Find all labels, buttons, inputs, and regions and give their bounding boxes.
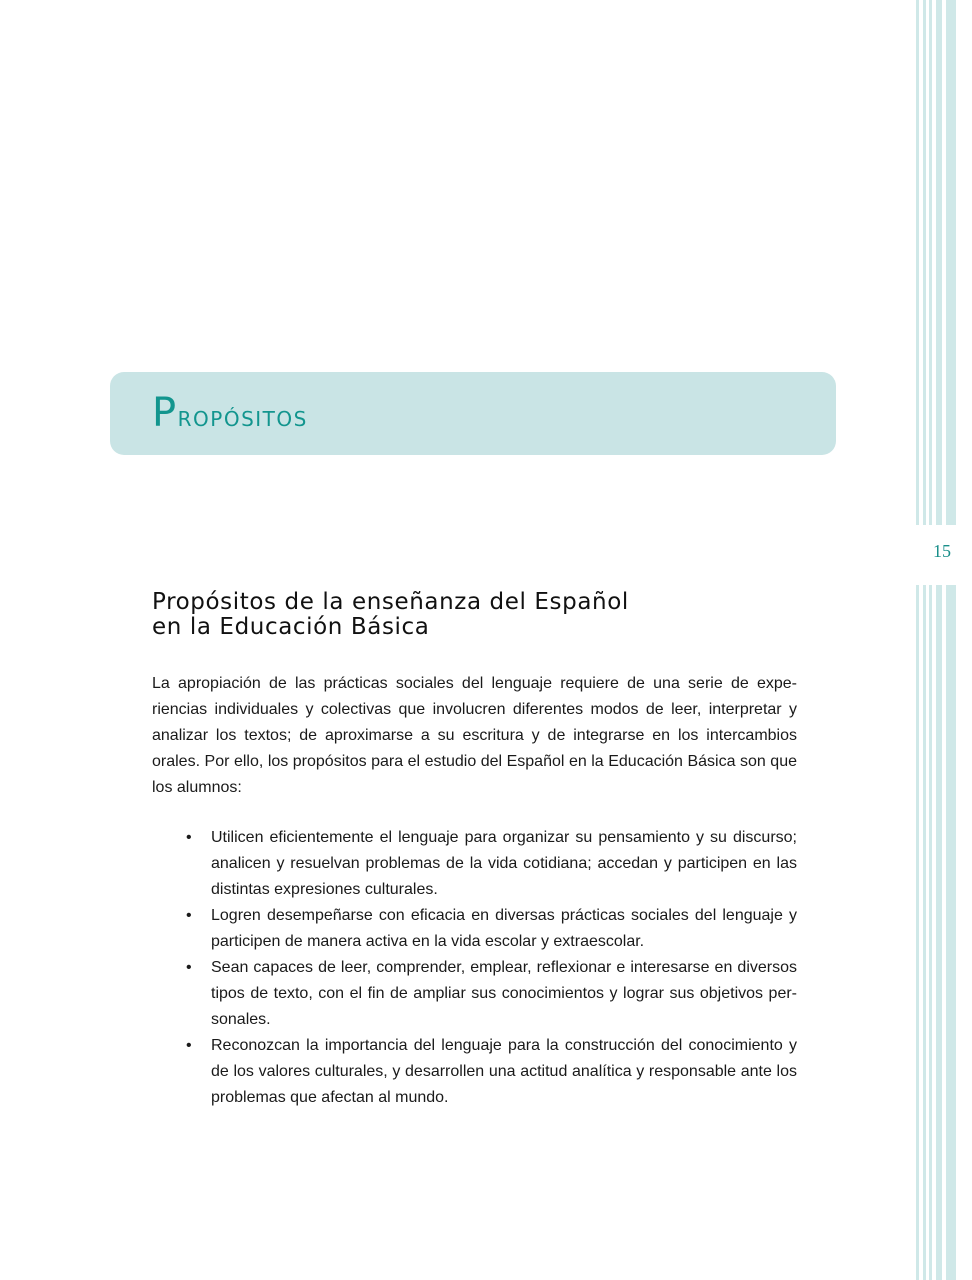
section-title-line2: en la Educación Básica bbox=[152, 614, 430, 640]
decorative-stripe bbox=[929, 0, 932, 525]
list-item-text: Utilicen eficientemente el lenguaje para organizar su pensamiento y su discurso; analicen y resuelvan problemas de la vida cotidiana; accedan y participen en las distintas expresiones culturales. bbox=[211, 829, 797, 898]
list-item bbox=[152, 955, 797, 1033]
bullet-icon: • bbox=[186, 1037, 192, 1054]
purposes-list bbox=[152, 825, 797, 1111]
list-item-text: Logren desempeñarse con eficacia en diversas prácticas sociales del lenguaje y participen de manera activa en la vida escolar y extraescolar. bbox=[211, 907, 797, 950]
decorative-stripe bbox=[916, 585, 919, 1280]
decorative-stripe bbox=[923, 0, 926, 525]
intro-paragraph: La apropiación de las prácticas sociales del lenguaje requiere de una serie de expe-riencias individuales y colectivas que involucren diferentes modos de leer, interpretar y analizar los textos; de aproximarse a su escritura y de integrarse en los intercambios orales. Por ello, los propósitos para el estudio del Español en la Educación Básica son que los alumnos: bbox=[152, 675, 797, 796]
bullet-icon: • bbox=[186, 907, 192, 924]
section-title-line1: Propósitos de la enseñanza del Español bbox=[152, 589, 629, 615]
bullet-icon: • bbox=[186, 829, 192, 846]
decorative-stripe bbox=[916, 0, 919, 525]
list-item bbox=[152, 1033, 797, 1111]
decorative-stripe bbox=[946, 0, 956, 525]
chapter-title-rest: ropósitos bbox=[177, 400, 308, 433]
section-title bbox=[152, 590, 752, 640]
list-item-text: Reconozcan la importancia del lenguaje para la construcción del conocimiento y de los valores culturales, y desarrollen una actitud analítica y responsable ante los problemas que afectan al mundo. bbox=[211, 1037, 797, 1106]
list-item bbox=[152, 825, 797, 903]
page-number: 15 bbox=[933, 541, 951, 561]
list-item-text: Sean capaces de leer, comprender, emplear, reflexionar e interesarse en diversos tipos de texto, con el fin de ampliar sus conocimientos y lograr sus objetivos per-sonales. bbox=[211, 959, 797, 1028]
decorative-stripe bbox=[929, 585, 932, 1280]
list-item bbox=[152, 903, 797, 955]
decorative-stripe bbox=[936, 0, 942, 525]
decorative-stripe bbox=[923, 585, 926, 1280]
chapter-banner bbox=[110, 372, 836, 455]
decorative-stripe bbox=[936, 585, 942, 1280]
bullet-icon: • bbox=[186, 959, 192, 976]
chapter-title-initial: P bbox=[152, 390, 178, 436]
decorative-stripe bbox=[946, 585, 956, 1280]
chapter-title bbox=[152, 390, 308, 440]
